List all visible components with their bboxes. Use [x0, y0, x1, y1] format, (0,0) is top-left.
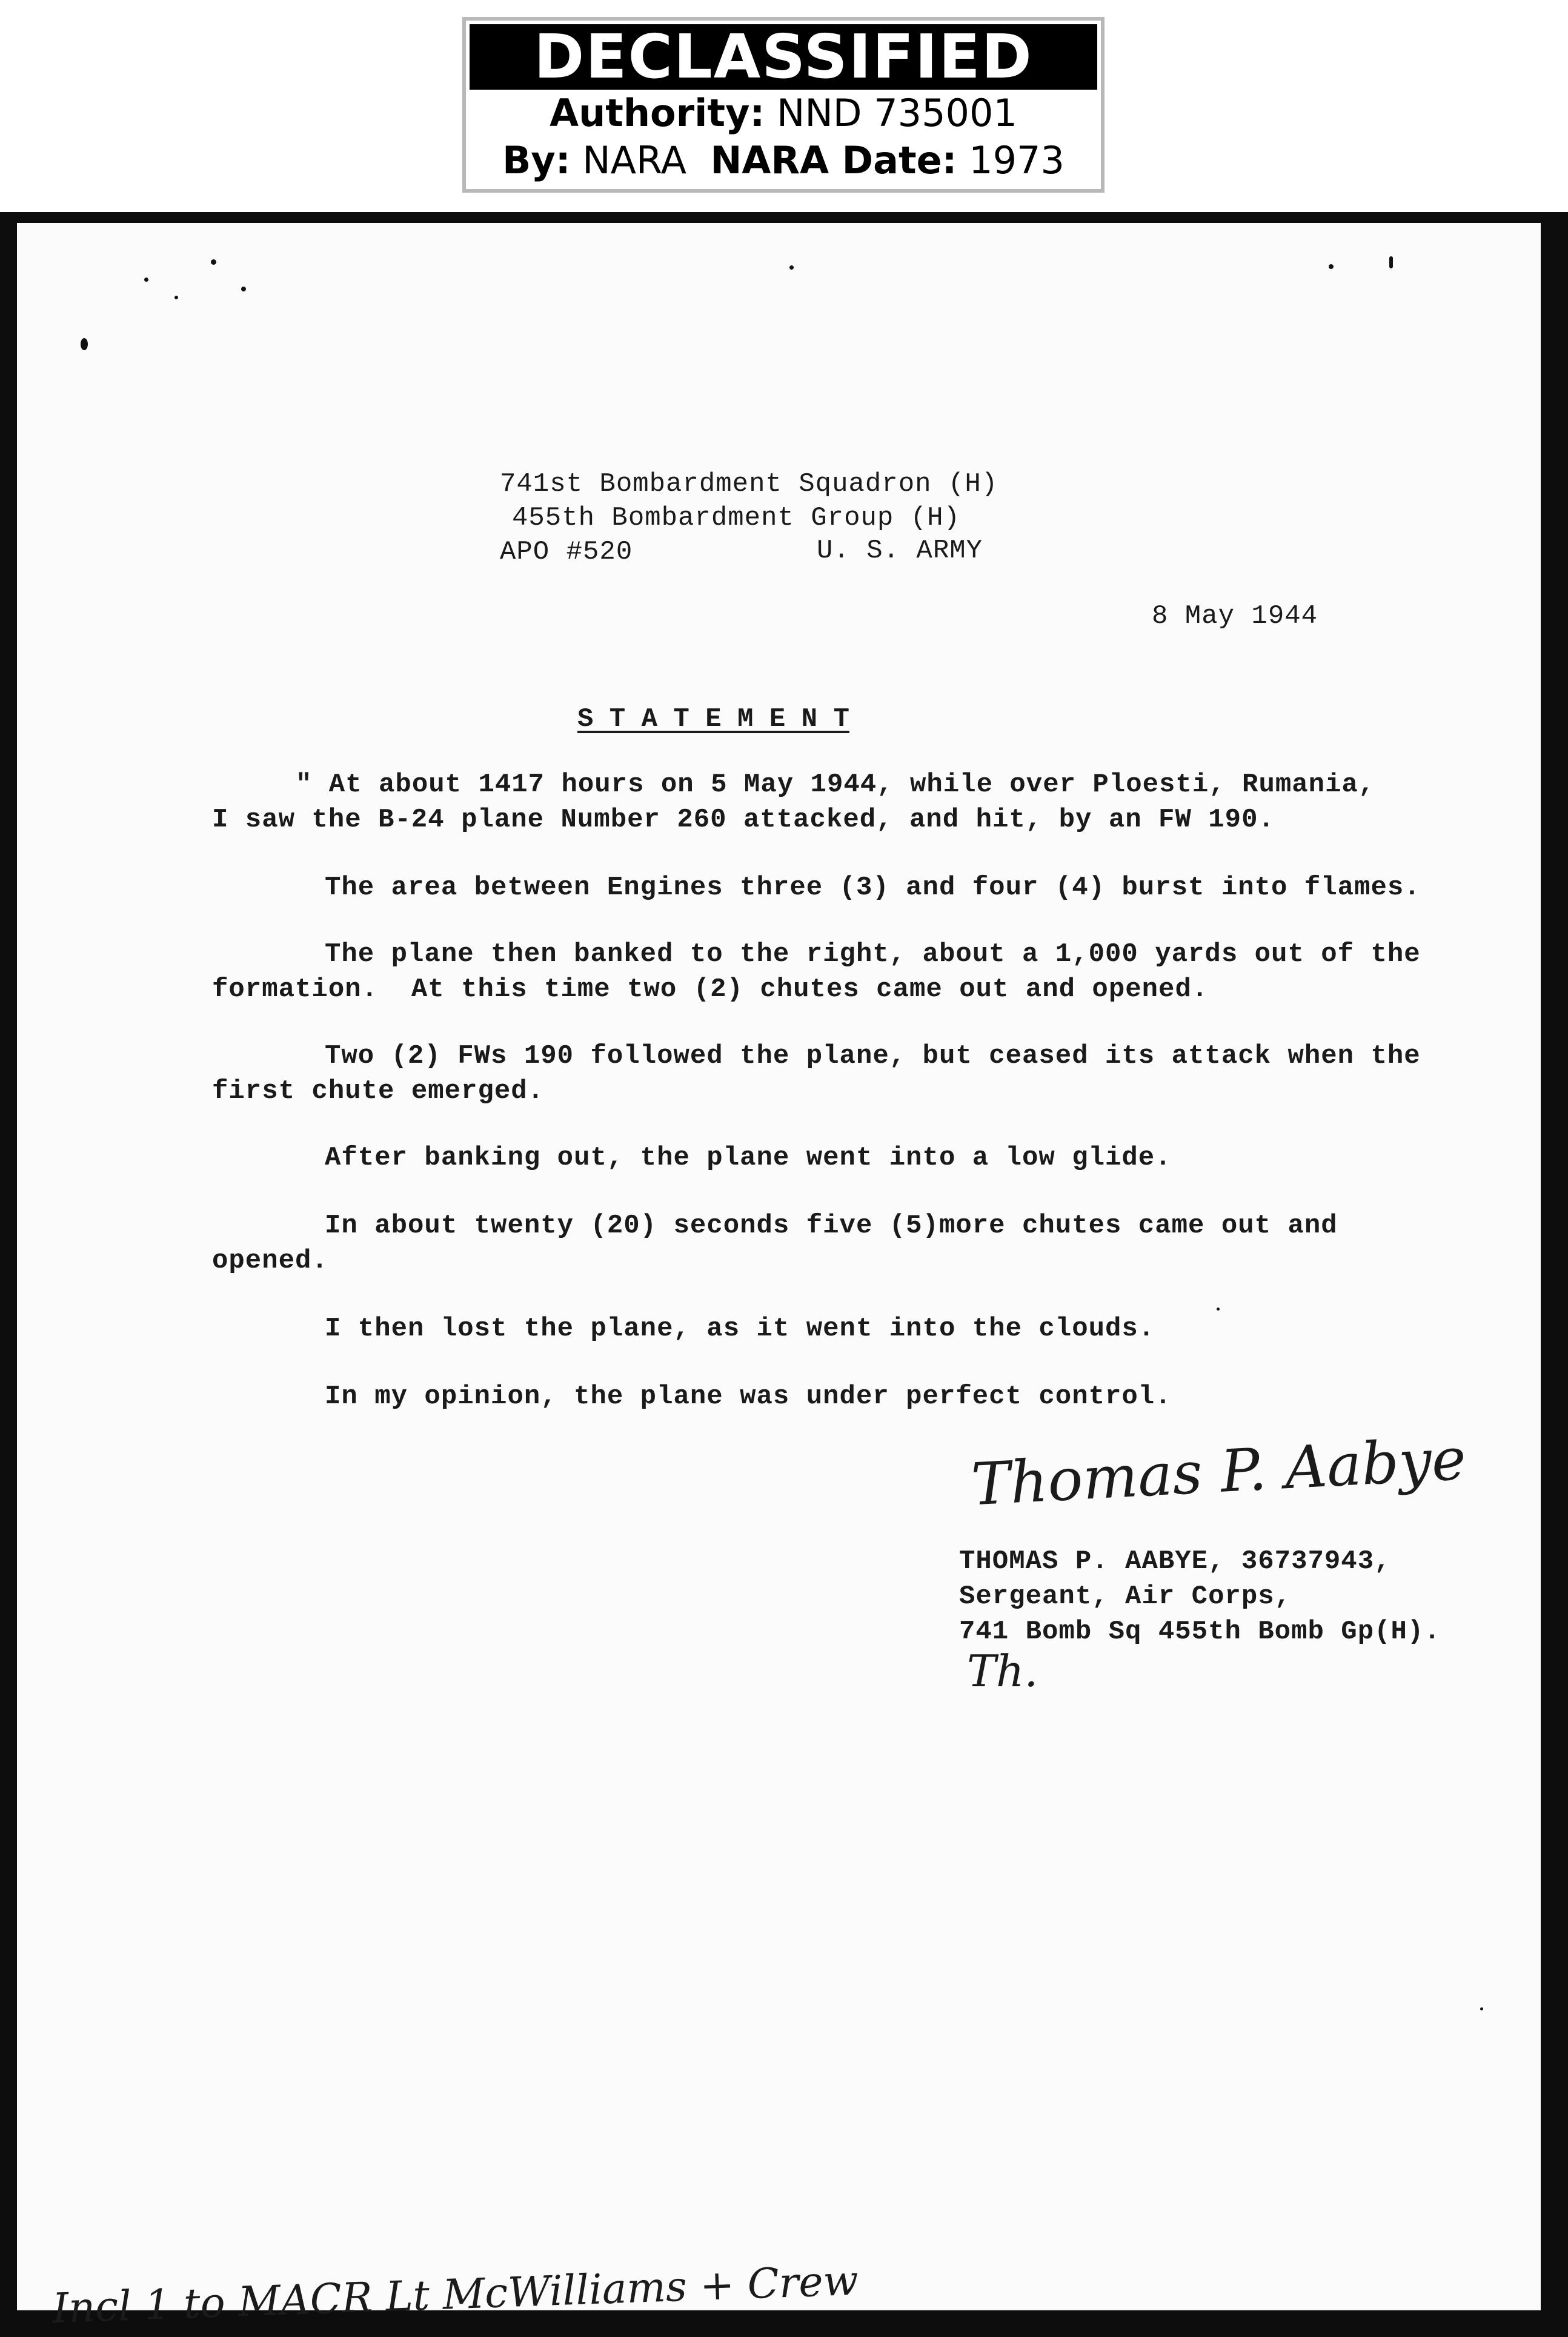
paragraph-2-line-1: The area between Engines three (3) and four (4) burst into flames.	[325, 873, 1421, 903]
letterhead-line-2: 455th Bombardment Group (H)	[512, 503, 960, 533]
document-page	[17, 223, 1541, 2333]
handwritten-enclosure-note: Incl 1 to MACR Lt McWilliams + Crew	[51, 2256, 860, 2333]
stamp-date-label: NARA Date:	[710, 138, 957, 182]
paragraph-7-line-1: I then lost the plane, as it went into the clouds.	[325, 1314, 1155, 1344]
scanned-page-frame	[0, 212, 1568, 2337]
stamp-title: DECLASSIFIED	[470, 24, 1097, 90]
statement-title: S T A T E M E N T	[577, 704, 849, 734]
signature-rank-line: Sergeant, Air Corps,	[959, 1581, 1292, 1612]
paragraph-3-line-2: formation. At this time two (2) chutes came out and opened.	[212, 974, 1209, 1005]
paragraph-4-line-1: Two (2) FWs 190 followed the plane, but ceased its attack when the	[325, 1041, 1421, 1071]
paragraph-8-line-1: In my opinion, the plane was under perfect control.	[325, 1381, 1172, 1412]
stamp-date-value: 1973	[969, 138, 1065, 182]
signature-unit-line: 741 Bomb Sq 455th Bomb Gp(H).	[959, 1617, 1441, 1647]
document-date: 8 May 1944	[1152, 601, 1318, 631]
paragraph-1-line-2: I saw the B-24 plane Number 260 attacked, and hit, by an FW 190.	[212, 805, 1275, 835]
paragraph-3-line-1: The plane then banked to the right, about a 1,000 yards out of the	[325, 939, 1421, 969]
signature-name-line: THOMAS P. AABYE, 36737943,	[959, 1546, 1391, 1577]
paragraph-1-line-1: " At about 1417 hours on 5 May 1944, while over Ploesti, Rumania,	[296, 770, 1375, 800]
letterhead-line-1: 741st Bombardment Squadron (H)	[500, 469, 998, 499]
stamp-authority-line	[466, 90, 1101, 137]
paragraph-6-line-2: opened.	[212, 1246, 328, 1276]
paragraph-5-line-1: After banking out, the plane went into a low glide.	[325, 1143, 1172, 1173]
letterhead-apo: APO #520	[500, 537, 633, 567]
letterhead-army: U. S. ARMY	[817, 536, 983, 566]
stamp-authority-label: Authority:	[550, 91, 765, 135]
handwritten-signature: Thomas P. Aabye	[969, 1424, 1468, 1519]
handwritten-initials: Th.	[967, 1646, 1038, 1697]
stamp-by-label: By:	[502, 138, 571, 182]
paragraph-4-line-2: first chute emerged.	[212, 1076, 545, 1106]
paragraph-6-line-1: In about twenty (20) seconds five (5)more chutes came out and	[325, 1211, 1338, 1241]
declassified-stamp	[462, 17, 1105, 193]
stamp-authority-value: NND 735001	[777, 91, 1017, 135]
stamp-by-value: NARA	[582, 138, 687, 182]
stamp-by-line	[466, 137, 1101, 184]
